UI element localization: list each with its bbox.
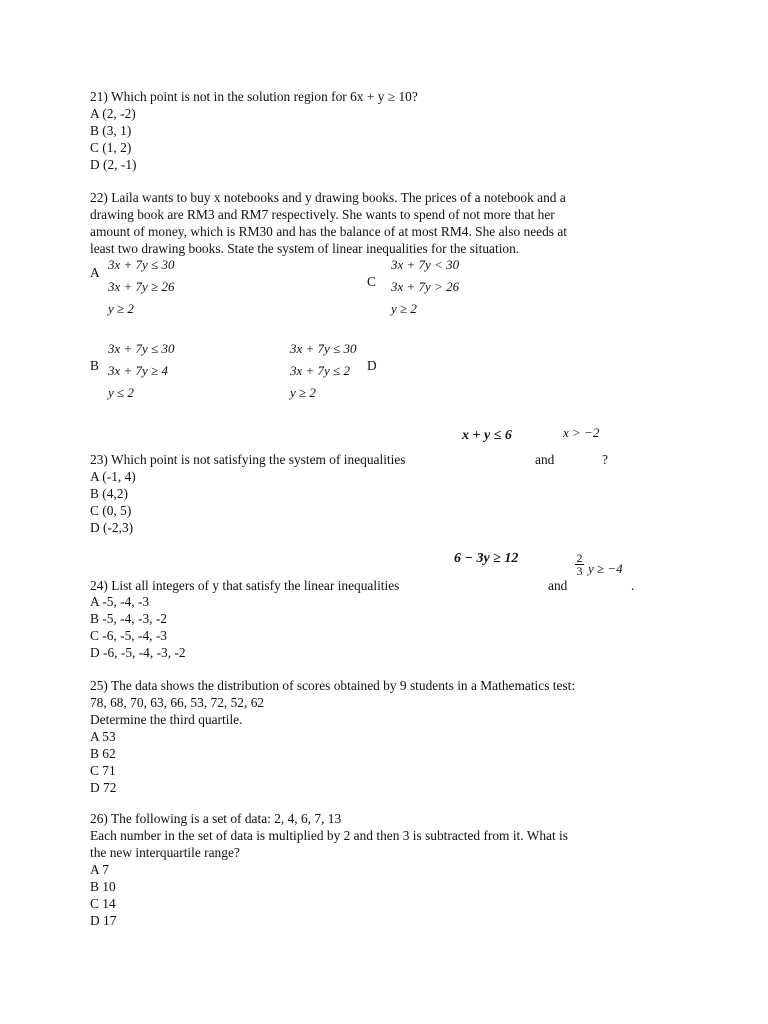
- connector-and: and: [535, 452, 555, 467]
- option-b-ineq-2: 3x + 7y ≥ 4: [108, 363, 168, 378]
- question-text: 21) Which point is not in the solution region for 6x + y ≥ 10?: [90, 89, 418, 104]
- question-text-line: 22) Laila wants to buy x notebooks and y drawing books. The prices of a notebook and a: [90, 190, 566, 205]
- option-b: B (4,2): [90, 486, 128, 501]
- question-text-line: the new interquartile range?: [90, 845, 240, 860]
- option-d-ineq-2: 3x + 7y ≤ 2: [290, 363, 350, 378]
- fraction-two-thirds: [575, 552, 584, 577]
- question-text: 24) List all integers of y that satisfy the linear inequalities: [90, 578, 400, 593]
- option-b: B (3, 1): [90, 123, 132, 138]
- connector-and: and: [548, 578, 568, 593]
- option-b-ineq-1: 3x + 7y ≤ 30: [108, 341, 175, 356]
- option-a: A 7: [90, 862, 109, 877]
- question-text-line: amount of money, which is RM30 and has the balance of at most RM4. She also needs at: [90, 224, 568, 239]
- option-c: C (1, 2): [90, 140, 132, 155]
- option-d: D (2, -1): [90, 157, 137, 172]
- option-c-ineq-1: 3x + 7y < 30: [391, 257, 460, 272]
- option-d-ineq-1: 3x + 7y ≤ 30: [290, 341, 357, 356]
- option-c: C (0, 5): [90, 503, 132, 518]
- question-text: 23) Which point is not satisfying the system of inequalities: [90, 452, 406, 467]
- option-d: D -6, -5, -4, -3, -2: [90, 645, 186, 660]
- option-a-ineq-3: y ≥ 2: [108, 301, 134, 316]
- option-a: A (-1, 4): [90, 469, 136, 484]
- option-c-ineq-2: 3x + 7y > 26: [391, 279, 460, 294]
- question-text-line: Determine the third quartile.: [90, 712, 243, 727]
- inequality-1: 6 − 3y ≥ 12: [454, 551, 519, 566]
- option-b: B 62: [90, 746, 116, 761]
- option-c: C -6, -5, -4, -3: [90, 628, 167, 643]
- data-values: 78, 68, 70, 63, 66, 53, 72, 52, 62: [90, 695, 265, 710]
- option-b: B 10: [90, 879, 116, 894]
- option-a: A -5, -4, -3: [90, 594, 150, 609]
- inequality-2: y ≥ −4: [588, 561, 623, 576]
- option-b-ineq-3: y ≤ 2: [108, 385, 134, 400]
- full-stop: .: [631, 578, 635, 593]
- question-text-line: drawing book are RM3 and RM7 respectively. She wants to spend of not more that her: [90, 207, 555, 222]
- option-a: A 53: [90, 729, 116, 744]
- option-d: D 72: [90, 780, 117, 795]
- option-a-letter: A: [90, 265, 100, 280]
- option-d: D 17: [90, 913, 117, 928]
- option-a-ineq-2: 3x + 7y ≥ 26: [108, 279, 175, 294]
- option-b: B -5, -4, -3, -2: [90, 611, 167, 626]
- question-mark: ?: [602, 452, 608, 467]
- option-a-ineq-1: 3x + 7y ≤ 30: [108, 257, 175, 272]
- question-text-line: Each number in the set of data is multiplied by 2 and then 3 is subtracted from it. What is: [90, 828, 568, 843]
- option-c-ineq-3: y ≥ 2: [391, 301, 417, 316]
- fraction-denominator: 3: [576, 564, 583, 578]
- option-d-letter: D: [367, 358, 377, 373]
- option-d: D (-2,3): [90, 520, 134, 535]
- inequality-1: x + y ≤ 6: [462, 428, 512, 443]
- question-text-line: least two drawing books. State the system of linear inequalities for the situation.: [90, 241, 520, 256]
- option-c: C 14: [90, 896, 116, 911]
- option-c: C 71: [90, 763, 116, 778]
- question-text-line: 26) The following is a set of data: 2, 4, 6, 7, 13: [90, 811, 342, 826]
- fraction-numerator: 2: [576, 551, 583, 565]
- option-c-letter: C: [367, 274, 376, 289]
- option-b-letter: B: [90, 358, 99, 373]
- option-d-ineq-3: y ≥ 2: [290, 385, 316, 400]
- question-text-line: 25) The data shows the distribution of scores obtained by 9 students in a Mathematics test:: [90, 678, 576, 693]
- inequality-2: x > −2: [563, 425, 600, 440]
- option-a: A (2, -2): [90, 106, 136, 121]
